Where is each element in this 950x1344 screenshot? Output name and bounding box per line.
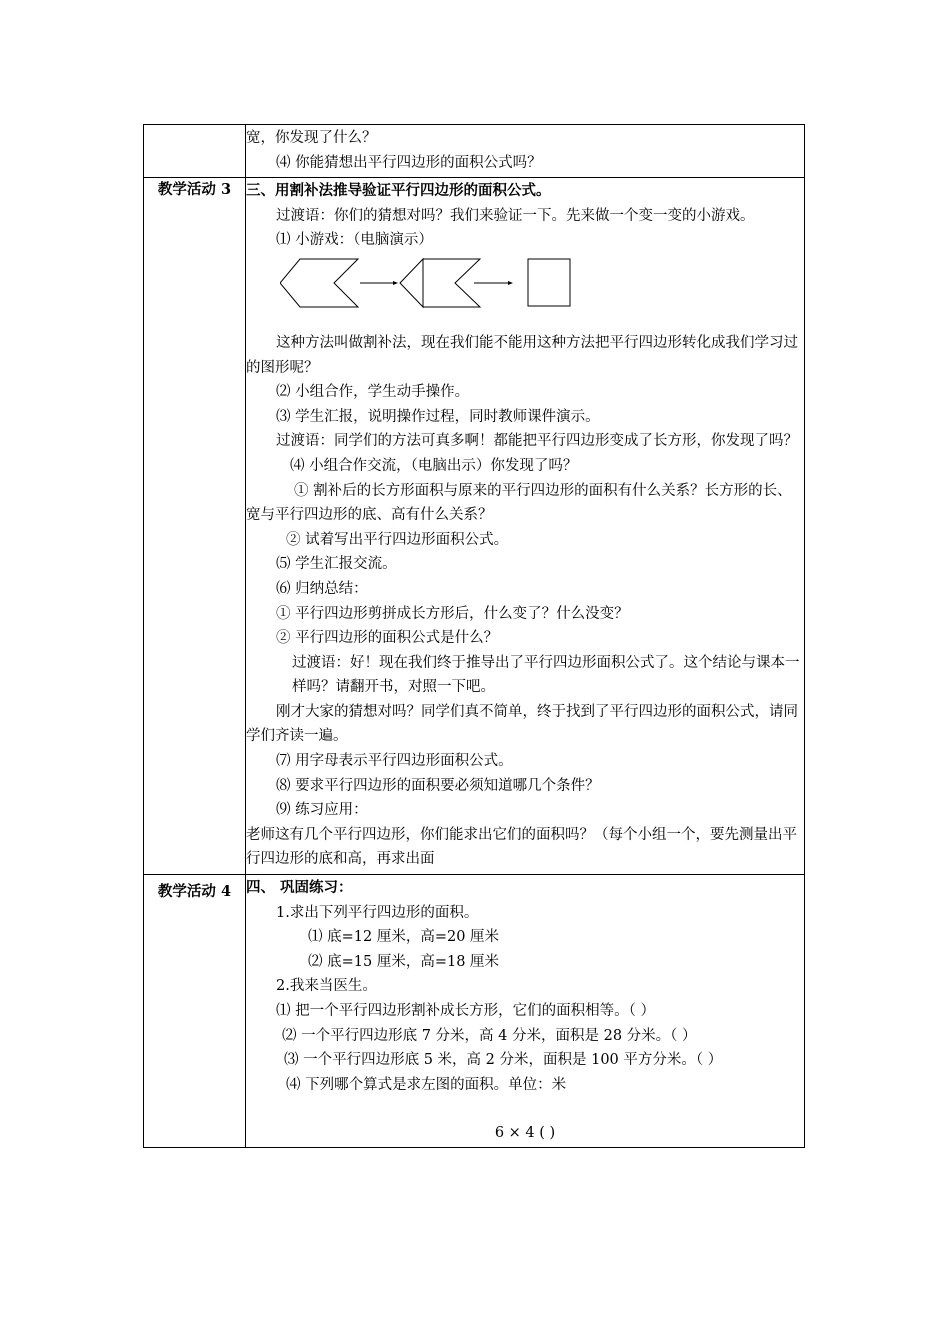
- text-line: ⑴ 底=12 厘米，高=20 厘米: [308, 929, 500, 946]
- text-line: ⑵ 底=15 厘米，高=18 厘米: [308, 953, 500, 970]
- formula-option: 6 × 4 ( ): [494, 1125, 556, 1142]
- paragraph: 刚才大家的猜想对吗？同学们真不简单，终于找到了平行四边形的面积公式，请同学们齐读一遍。: [246, 703, 798, 745]
- text-line: ⑹ 归纳总结：: [276, 580, 368, 597]
- row-content: [246, 875, 805, 1148]
- shape-transform-figure: [280, 257, 580, 313]
- section-title: 三、用割补法推导验证平行四边形的面积公式。: [246, 182, 551, 200]
- chevron-shape: [280, 259, 358, 307]
- text-line: ⑷ 下列哪个算式是求左图的面积。单位：米: [286, 1076, 567, 1093]
- cut-triangle: [400, 259, 423, 307]
- text-line: ⑺ 用字母表示平行四边形面积公式。: [276, 753, 513, 770]
- row-content: [246, 178, 805, 875]
- cut-and-fill-diagram: [246, 257, 804, 317]
- text-line: ① 平行四边形剪拼成长方形后，什么变了？什么没变？: [276, 605, 629, 622]
- text-line: ⑶ 一个平行四边形底 5 米，高 2 分米，面积是 100 平方分米。（ ）: [284, 1052, 723, 1069]
- text-line: ② 平行四边形的面积公式是什么？: [276, 630, 499, 647]
- row-label: 教学活动 3: [144, 178, 246, 875]
- table-row: [144, 125, 805, 178]
- paragraph: 过渡语：同学们的方法可真多啊！都能把平行四边形变成了长方形，你发现了吗？: [276, 433, 798, 450]
- text-line: ⑶ 学生汇报，说明操作过程，同时教师课件演示。: [276, 408, 600, 425]
- text-line: 2.我来当医生。: [276, 978, 377, 995]
- text-line: ⑻ 要求平行四边形的面积要必须知道哪几个条件？: [276, 777, 600, 794]
- text-line: 1.求出下列平行四边形的面积。: [276, 904, 479, 921]
- section-title: 四、 巩固练习：: [246, 879, 353, 897]
- text-line: ⑸ 学生汇报交流。: [276, 556, 397, 573]
- row-label: 教学活动 4: [144, 875, 246, 1148]
- arrow-head: [393, 281, 398, 285]
- paragraph: 老师这有几个平行四边形，你们能求出它们的面积吗？（每个小组一个，要先测量出平行四边形的底和高，再求出面: [246, 826, 797, 868]
- text-line: ② 试着写出平行四边形面积公式。: [286, 531, 509, 548]
- text-line: ⑴ 小游戏：（电脑演示）: [276, 232, 433, 249]
- notched-shape: [423, 259, 480, 307]
- row-content: [246, 125, 805, 178]
- text-line: 宽，你发现了什么？: [246, 130, 377, 146]
- paragraph: ① 割补后的长方形面积与原来的平行四边形的面积有什么关系？长方形的长、宽与平行四边形的底、高有什么关系？: [246, 482, 792, 524]
- table-row: [144, 875, 805, 1148]
- text-line: ⑷ 你能猜想出平行四边形的面积公式吗？: [276, 154, 542, 171]
- text-line: ⑷ 小组合作交流，（电脑出示）你发现了吗？: [290, 457, 578, 474]
- paragraph: 这种方法叫做割补法，现在我们能不能用这种方法把平行四边形转化成我们学习过的图形呢？: [246, 334, 798, 376]
- text-line: ⑴ 把一个平行四边形割补成长方形，它们的面积相等。（ ）: [276, 1003, 655, 1019]
- text-line: ⑵ 小组合作，学生动手操作。: [276, 384, 470, 401]
- paragraph: 过渡语：你们的猜想对吗？我们来验证一下。先来做一个变一变的小游戏。: [276, 207, 755, 224]
- text-line: ⑼ 练习应用：: [276, 802, 368, 819]
- rectangle-shape: [528, 259, 570, 306]
- arrow-head: [508, 281, 513, 285]
- paragraph: 过渡语：好！现在我们终于推导出了平行四边形面积公式了。这个结论与课本一样吗？请翻开书，对照一下吧。: [292, 654, 800, 696]
- text-line: ⑵ 一个平行四边形底 7 分米，高 4 分米，面积是 28 分米。（ ）: [282, 1027, 697, 1044]
- row-label: [144, 125, 246, 178]
- lesson-table: [143, 124, 805, 1148]
- table-row: [144, 178, 805, 875]
